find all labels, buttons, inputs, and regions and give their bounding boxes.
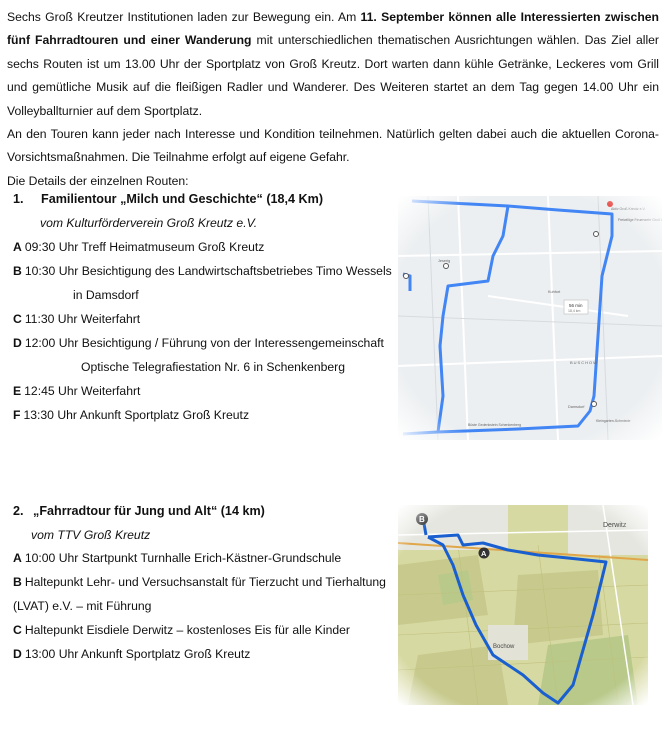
intro-p1-c: mit unterschiedlichen thematischen Ausrichtungen wählen. Das Ziel aller sechs Routen ist um 13.00 Uhr der Sportplatz von Groß Kreutz. Dort warten dann kühle Getränke, Leckeres vom Grill und gemütliche Musik auf die fleißigen Radler und Wanderer. Des Weiteren startet an dem Tag gegen 14.00 Uhr ein Volleyballturnier auf dem Sportplatz.: [7, 33, 659, 118]
tour1-title: Familientour „Milch und Geschichte“ (18,4 Km): [41, 192, 324, 206]
tour2-route-map: [398, 505, 648, 705]
step-text: in Damsdorf: [73, 288, 139, 302]
tour1-heading: [13, 192, 323, 206]
step-text: (LVAT) e.V. – mit Führung: [13, 599, 152, 613]
intro-paragraph-3: Die Details der einzelnen Routen:: [7, 173, 189, 188]
step-letter: C: [13, 623, 22, 637]
tour2-step-cont: [13, 599, 151, 613]
tour2-number: 2.: [13, 504, 24, 518]
tour2-heading: [13, 504, 265, 518]
tour1-organizer: vom Kulturförderverein Groß Kreutz e.V.: [40, 216, 258, 230]
tour1-step: [13, 408, 249, 422]
tour1-step: [13, 240, 264, 254]
step-letter: E: [13, 384, 22, 398]
intro-paragraph-2: An den Touren kann jeder nach Interesse und Kondition teilnehmen. Natürlich gelten dabei auch die aktuellen Corona-Vorsichtsmaßnahmen. Die Teilnahme erfolgt auf eigene Gefahr.: [7, 127, 659, 165]
step-letter: F: [13, 408, 21, 422]
step-letter: A: [13, 240, 22, 254]
step-text: 09:30 Uhr Treff Heimatmuseum Groß Kreutz: [24, 240, 265, 254]
step-letter: A: [13, 551, 22, 565]
tour1-step: [13, 264, 392, 278]
step-text: 12:45 Uhr Weiterfahrt: [24, 384, 141, 398]
tour1-route-map: [398, 196, 662, 440]
step-text: 10:30 Uhr Besichtigung des Landwirtschaftsbetriebes Timo Wessels: [24, 264, 392, 278]
tour1-step: [13, 336, 384, 350]
step-letter: D: [13, 647, 22, 661]
tour1-number: 1.: [13, 192, 24, 206]
tour2-step: [13, 575, 386, 589]
tour1-step-cont: [81, 360, 345, 374]
tour2-step: [13, 647, 250, 661]
step-text: Haltepunkt Lehr- und Versuchsanstalt für Tierzucht und Tierhaltung: [24, 575, 386, 589]
step-letter: B: [13, 264, 22, 278]
step-letter: D: [13, 336, 22, 350]
tour1-step-cont: [73, 288, 139, 302]
step-text: 13:00 Uhr Ankunft Sportplatz Groß Kreutz: [24, 647, 251, 661]
tour1-step: [13, 312, 140, 326]
tour2-step: [13, 623, 350, 637]
step-text: 10:00 Uhr Startpunkt Turnhalle Erich-Kästner-Grundschule: [24, 551, 342, 565]
tour1-step: [13, 384, 140, 398]
step-text: Optische Telegrafiestation Nr. 6 in Schenkenberg: [81, 360, 345, 374]
intro-p1-bold: 11. September können alle Interessierten zwischen fünf Fahrradtouren und einer Wanderung: [7, 10, 659, 48]
step-text: 13:30 Uhr Ankunft Sportplatz Groß Kreutz: [23, 408, 250, 422]
intro-text: [7, 6, 659, 193]
intro-p1-a: Sechs Groß Kreutzer Institutionen laden zur Bewegung ein. Am: [7, 10, 361, 24]
tour2-organizer: vom TTV Groß Kreutz: [31, 528, 151, 542]
step-letter: B: [13, 575, 22, 589]
step-text: 12:00 Uhr Besichtigung / Führung von der Interessengemeinschaft: [24, 336, 384, 350]
step-letter: C: [13, 312, 22, 326]
step-text: 11:30 Uhr Weiterfahrt: [24, 312, 141, 326]
tour2-step: [13, 551, 341, 565]
intro-paragraph-1: [7, 6, 659, 123]
step-text: Haltepunkt Eisdiele Derwitz – kostenloses Eis für alle Kinder: [24, 623, 350, 637]
tour2-title: „Fahrradtour für Jung und Alt“ (14 km): [33, 504, 265, 518]
